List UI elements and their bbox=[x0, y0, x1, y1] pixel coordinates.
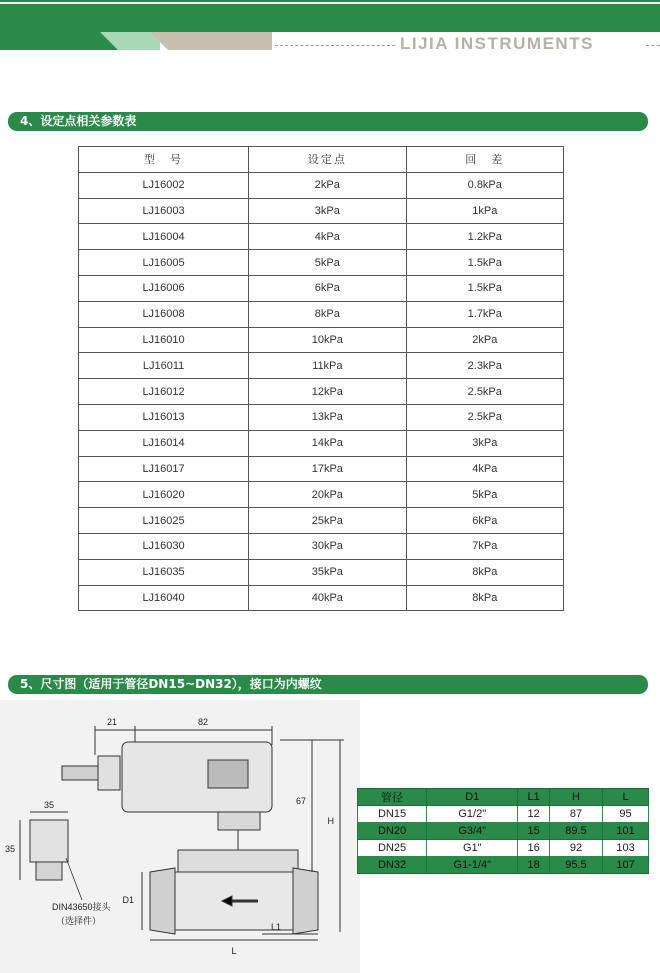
table-row bbox=[79, 456, 564, 482]
size-cell: L bbox=[603, 789, 649, 806]
cell-hysteresis: 2.5kPa bbox=[406, 379, 563, 405]
cell-setpoint: 10kPa bbox=[249, 327, 406, 353]
size-cell: 89.5 bbox=[549, 823, 602, 840]
dim-35-side-label: 35 bbox=[4, 844, 16, 854]
cell-model: LJ16040 bbox=[79, 585, 249, 611]
cell-setpoint: 8kPa bbox=[249, 301, 406, 327]
table-row bbox=[79, 533, 564, 559]
cell-setpoint: 3kPa bbox=[249, 198, 406, 224]
connector-note-1: DIN43650接头 bbox=[52, 902, 111, 912]
switch-housing bbox=[122, 742, 272, 812]
table-row bbox=[79, 353, 564, 379]
cell-hysteresis: 0.8kPa bbox=[406, 172, 563, 198]
size-cell: 18 bbox=[518, 857, 549, 874]
size-cell: H bbox=[549, 789, 602, 806]
table-row bbox=[79, 250, 564, 276]
table-row bbox=[79, 172, 564, 198]
dim-H-label: H bbox=[327, 816, 334, 826]
cell-model: LJ16025 bbox=[79, 508, 249, 534]
cell-setpoint: 25kPa bbox=[249, 508, 406, 534]
cell-model: LJ16014 bbox=[79, 430, 249, 456]
cell-model: LJ16010 bbox=[79, 327, 249, 353]
cell-model: LJ16030 bbox=[79, 533, 249, 559]
size-table bbox=[357, 788, 649, 874]
cell-hysteresis: 1kPa bbox=[406, 198, 563, 224]
size-cell: L1 bbox=[518, 789, 549, 806]
cell-model: LJ16006 bbox=[79, 275, 249, 301]
table-row bbox=[79, 482, 564, 508]
brand-title: LIJIA INSTRUMENTS bbox=[400, 34, 594, 53]
table-row bbox=[79, 198, 564, 224]
size-cell: G1/2" bbox=[427, 806, 518, 823]
cable-gland bbox=[98, 756, 120, 790]
size-cell: DN32 bbox=[358, 857, 427, 874]
size-cell: 103 bbox=[603, 840, 649, 857]
dim-35-top-label: 35 bbox=[43, 800, 55, 810]
size-cell: 87 bbox=[549, 806, 602, 823]
size-cell: 15 bbox=[518, 823, 549, 840]
cell-model: LJ16012 bbox=[79, 379, 249, 405]
cell-setpoint: 17kPa bbox=[249, 456, 406, 482]
header-model: 型 号 bbox=[79, 147, 249, 173]
cell-setpoint: 12kPa bbox=[249, 379, 406, 405]
cell-model: LJ16011 bbox=[79, 353, 249, 379]
size-table-row bbox=[358, 840, 649, 857]
table-row bbox=[79, 327, 564, 353]
cell-hysteresis: 1.7kPa bbox=[406, 301, 563, 327]
dim-L-label: L bbox=[231, 946, 237, 956]
cell-model: LJ16035 bbox=[79, 559, 249, 585]
cell-hysteresis: 6kPa bbox=[406, 508, 563, 534]
size-cell: 12 bbox=[518, 806, 549, 823]
flange bbox=[178, 850, 298, 872]
cable bbox=[62, 766, 98, 780]
connector-note-2: （选择件） bbox=[56, 916, 102, 926]
dim-82-label: 82 bbox=[197, 717, 209, 727]
cell-model: LJ16017 bbox=[79, 456, 249, 482]
cell-hysteresis: 3kPa bbox=[406, 430, 563, 456]
cell-setpoint: 40kPa bbox=[249, 585, 406, 611]
cell-hysteresis: 4kPa bbox=[406, 456, 563, 482]
size-table-body bbox=[358, 789, 649, 874]
table-row bbox=[79, 404, 564, 430]
header-dashed-line-right bbox=[646, 45, 660, 46]
size-cell: DN20 bbox=[358, 823, 427, 840]
size-table-row bbox=[358, 806, 649, 823]
size-cell: G3/4" bbox=[427, 823, 518, 840]
size-cell: DN25 bbox=[358, 840, 427, 857]
cell-model: LJ16008 bbox=[79, 301, 249, 327]
size-cell: 92 bbox=[549, 840, 602, 857]
size-cell: 107 bbox=[603, 857, 649, 874]
cell-setpoint: 6kPa bbox=[249, 275, 406, 301]
cell-hysteresis: 1.5kPa bbox=[406, 275, 563, 301]
header-green-band bbox=[0, 4, 660, 32]
size-cell: 95.5 bbox=[549, 857, 602, 874]
size-cell: 101 bbox=[603, 823, 649, 840]
cell-hysteresis: 2.3kPa bbox=[406, 353, 563, 379]
table-row bbox=[79, 275, 564, 301]
size-table-row bbox=[358, 857, 649, 874]
cell-hysteresis: 1.2kPa bbox=[406, 224, 563, 250]
table-row bbox=[79, 430, 564, 456]
cell-setpoint: 2kPa bbox=[249, 172, 406, 198]
dim-67-label: 67 bbox=[295, 796, 306, 806]
cell-setpoint: 13kPa bbox=[249, 404, 406, 430]
table-header-row bbox=[79, 147, 564, 173]
header-top-line bbox=[0, 0, 660, 2]
size-table-row bbox=[358, 823, 649, 840]
header-green-wedge bbox=[0, 32, 120, 50]
cell-hysteresis: 2.5kPa bbox=[406, 404, 563, 430]
size-cell: 管径 bbox=[358, 789, 427, 806]
cell-setpoint: 5kPa bbox=[249, 250, 406, 276]
table-row bbox=[79, 559, 564, 585]
cell-setpoint: 14kPa bbox=[249, 430, 406, 456]
housing-label-plate bbox=[208, 760, 248, 788]
cell-setpoint: 4kPa bbox=[249, 224, 406, 250]
section-4-title: 4、设定点相关参数表 bbox=[8, 112, 648, 131]
size-cell: G1-1/4" bbox=[427, 857, 518, 874]
size-cell: G1" bbox=[427, 840, 518, 857]
din-connector bbox=[30, 820, 68, 862]
dimension-drawing bbox=[0, 700, 360, 973]
cell-setpoint: 11kPa bbox=[249, 353, 406, 379]
cell-setpoint: 20kPa bbox=[249, 482, 406, 508]
size-table-header-row bbox=[358, 789, 649, 806]
table-row bbox=[79, 224, 564, 250]
header-tan-stripe bbox=[150, 32, 272, 50]
cell-hysteresis: 8kPa bbox=[406, 559, 563, 585]
stem bbox=[218, 812, 260, 830]
cell-hysteresis: 8kPa bbox=[406, 585, 563, 611]
cell-setpoint: 35kPa bbox=[249, 559, 406, 585]
cell-model: LJ16004 bbox=[79, 224, 249, 250]
cell-setpoint: 30kPa bbox=[249, 533, 406, 559]
header-hysteresis: 回 差 bbox=[406, 147, 563, 173]
size-cell: DN15 bbox=[358, 806, 427, 823]
table-row bbox=[79, 379, 564, 405]
size-cell: 16 bbox=[518, 840, 549, 857]
page-header bbox=[0, 0, 660, 56]
section-5-title: 5、尺寸图（适用于管径DN15~DN32），接口为内螺纹 bbox=[8, 675, 648, 694]
dim-D1-label: D1 bbox=[122, 895, 134, 905]
cell-hysteresis: 1.5kPa bbox=[406, 250, 563, 276]
cell-hysteresis: 2kPa bbox=[406, 327, 563, 353]
cell-hysteresis: 7kPa bbox=[406, 533, 563, 559]
cell-model: LJ16002 bbox=[79, 172, 249, 198]
size-cell: D1 bbox=[427, 789, 518, 806]
dim-L1-label: L1 bbox=[270, 922, 282, 932]
cell-model: LJ16005 bbox=[79, 250, 249, 276]
cell-model: LJ16003 bbox=[79, 198, 249, 224]
cell-model: LJ16013 bbox=[79, 404, 249, 430]
header-setpoint: 设定点 bbox=[249, 147, 406, 173]
table-row bbox=[79, 585, 564, 611]
setpoint-table-body bbox=[79, 172, 564, 611]
size-cell: 95 bbox=[603, 806, 649, 823]
cell-model: LJ16020 bbox=[79, 482, 249, 508]
table-row bbox=[79, 301, 564, 327]
setpoint-table bbox=[78, 146, 564, 611]
cell-hysteresis: 5kPa bbox=[406, 482, 563, 508]
header-dashed-line bbox=[275, 45, 395, 46]
dim-21-label: 21 bbox=[106, 717, 118, 727]
table-row bbox=[79, 508, 564, 534]
